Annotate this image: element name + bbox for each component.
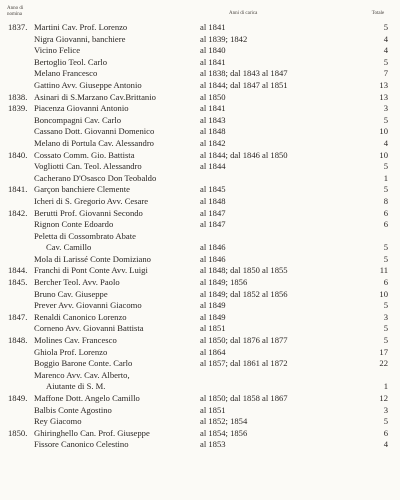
row-total: 4 <box>383 137 388 148</box>
table-row <box>0 184 400 196</box>
row-total: 5 <box>383 416 388 427</box>
row-name: Melano Francesco <box>34 68 98 79</box>
table-row <box>0 428 400 440</box>
row-name: Gattino Avv. Giuseppe Antonio <box>34 79 142 90</box>
table-row <box>0 196 400 208</box>
row-years: al 1841 <box>200 103 226 114</box>
members-table <box>0 22 400 451</box>
row-name: Melano di Portula Cav. Alessandro <box>34 137 154 148</box>
row-years: al 1849 <box>200 311 226 322</box>
table-row <box>0 416 400 428</box>
row-name: Mola di Larissé Conte Domiziano <box>34 253 151 264</box>
row-years: al 1849; dal 1852 al 1856 <box>200 288 288 299</box>
row-name: Asinari di S.Marzano Cav.Brittanio <box>34 91 156 102</box>
row-name: Nigra Giovanni, banchiere <box>34 33 126 44</box>
row-name: Franchi di Pont Conte Avv. Luigi <box>34 265 148 276</box>
row-years: al 1850; dal 1858 al 1867 <box>200 393 288 403</box>
row-name: Bertoglio Teol. Carlo <box>34 56 107 67</box>
row-total: 5 <box>383 300 388 311</box>
row-years: al 1846 <box>200 253 226 264</box>
row-total: 7 <box>383 68 388 79</box>
row-years: al 1851 <box>200 323 226 334</box>
table-row <box>0 68 400 80</box>
row-total: 5 <box>383 184 388 195</box>
row-years: al 1842 <box>200 137 226 148</box>
table-row <box>0 57 400 69</box>
row-year: 1838. <box>8 91 28 102</box>
row-name: Aiutante di S. M. <box>46 381 106 392</box>
row-name: Ghiringhello Can. Prof. Giuseppe <box>34 427 150 438</box>
row-years: al 1849 <box>200 300 226 311</box>
row-total: 6 <box>383 277 388 288</box>
table-row <box>0 300 400 312</box>
row-name: Piacenza Giovanni Antonio <box>34 103 129 114</box>
table-row <box>0 358 400 370</box>
row-total: 10 <box>379 149 388 160</box>
row-years: al 1839; 1842 <box>200 33 248 44</box>
row-name: Martini Cav. Prof. Lorenzo <box>34 22 128 32</box>
row-name: Peletta di Cossombrato Abate <box>34 230 136 241</box>
row-total: 1 <box>383 172 388 183</box>
row-years: al 1864 <box>200 346 226 357</box>
row-name: Rignon Conte Edoardo <box>34 219 114 230</box>
row-total: 6 <box>383 207 388 218</box>
row-year: 1850. <box>8 427 28 438</box>
row-years: al 1840 <box>200 45 226 56</box>
row-years: al 1849; 1856 <box>200 277 248 288</box>
row-name: Boncompagni Cav. Carlo <box>34 114 122 125</box>
row-name: Bruno Cav. Giuseppe <box>34 288 108 299</box>
row-total: 12 <box>379 393 388 403</box>
row-name: Vogliotti Can. Teol. Alessandro <box>34 161 142 172</box>
row-total: 6 <box>383 219 388 230</box>
table-row <box>0 80 400 92</box>
table-row <box>0 335 400 347</box>
row-years: al 1850 <box>200 91 226 102</box>
table-row <box>0 126 400 138</box>
row-years: al 1857; dal 1861 al 1872 <box>200 358 288 369</box>
row-year: 1837. <box>8 22 28 32</box>
row-years: al 1852; 1854 <box>200 416 248 427</box>
row-name: Bercher Teol. Avv. Paolo <box>34 277 120 288</box>
row-total: 4 <box>383 45 388 56</box>
row-total: 3 <box>383 404 388 415</box>
row-year: 1839. <box>8 103 28 114</box>
row-years: al 1854; 1856 <box>200 427 248 438</box>
row-name: Balbis Conte Agostino <box>34 404 112 415</box>
row-name: Prever Avv. Giovanni Giacomo <box>34 300 142 311</box>
row-years: al 1848 <box>200 195 226 206</box>
row-total: 13 <box>379 91 388 102</box>
row-years: al 1846 <box>200 242 226 253</box>
table-row <box>0 92 400 104</box>
row-years: al 1841 <box>200 56 226 67</box>
table-row <box>0 289 400 301</box>
row-total: 10 <box>379 126 388 137</box>
row-years: al 1844 <box>200 161 226 172</box>
table-row <box>0 312 400 324</box>
row-total: 5 <box>383 114 388 125</box>
row-total: 4 <box>383 33 388 44</box>
row-total: 1 <box>383 381 388 392</box>
table-row <box>0 370 400 382</box>
row-years: al 1843 <box>200 114 226 125</box>
row-total: 3 <box>383 311 388 322</box>
row-year: 1840. <box>8 149 28 160</box>
row-name: Renaldi Canonico Lorenzo <box>34 311 127 322</box>
row-year: 1842. <box>8 207 28 218</box>
row-year: 1849. <box>8 393 28 403</box>
table-row <box>0 254 400 266</box>
row-name: Rey Giacomo <box>34 416 82 427</box>
table-row <box>0 138 400 150</box>
table-row <box>0 161 400 173</box>
table-row <box>0 323 400 335</box>
table-row <box>0 231 400 243</box>
row-years: al 1847 <box>200 207 226 218</box>
header-year: Anno di nomina <box>7 6 24 17</box>
row-total: 10 <box>379 288 388 299</box>
row-years: al 1844; dal 1846 al 1850 <box>200 149 288 160</box>
row-total: 5 <box>383 56 388 67</box>
row-years: al 1845 <box>200 184 226 195</box>
table-row <box>0 242 400 254</box>
table-row <box>0 381 400 393</box>
row-total: 3 <box>383 103 388 114</box>
table-row <box>0 265 400 277</box>
table-row <box>0 208 400 220</box>
row-name: Fissore Canonico Celestino <box>34 439 129 450</box>
row-years: al 1850; dal 1876 al 1877 <box>200 335 288 346</box>
row-years: al 1848 <box>200 126 226 137</box>
table-row <box>0 22 400 34</box>
row-total: 5 <box>383 323 388 334</box>
row-years: al 1853 <box>200 439 226 450</box>
row-total: 5 <box>383 253 388 264</box>
row-total: 11 <box>379 265 388 276</box>
row-name: Ghiola Prof. Lorenzo <box>34 346 108 357</box>
row-name: Icheri di S. Gregorio Avv. Cesare <box>34 195 149 206</box>
row-year: 1845. <box>8 277 28 288</box>
row-total: 5 <box>383 22 388 32</box>
row-name: Cav. Camillo <box>46 242 92 253</box>
row-total: 5 <box>383 161 388 172</box>
table-row <box>0 347 400 359</box>
row-total: 8 <box>383 195 388 206</box>
header-years: Anni di carica <box>229 11 258 16</box>
table-row <box>0 45 400 57</box>
row-total: 5 <box>383 335 388 346</box>
row-name: Marenco Avv. Cav. Alberto, <box>34 369 130 380</box>
table-row <box>0 277 400 289</box>
row-name: Vicino Felice <box>34 45 81 56</box>
row-years: al 1838; dal 1843 al 1847 <box>200 68 288 79</box>
row-total: 4 <box>383 439 388 450</box>
row-year: 1844. <box>8 265 28 276</box>
row-name: Garçon banchiere Clemente <box>34 184 130 195</box>
row-year: 1848. <box>8 335 28 346</box>
row-years: al 1848; dal 1850 al 1855 <box>200 265 288 276</box>
row-years: al 1851 <box>200 404 226 415</box>
row-name: Cassano Dott. Giovanni Domenico <box>34 126 155 137</box>
row-name: Cacherano D'Osasco Don Teobaldo <box>34 172 157 183</box>
table-row <box>0 393 400 405</box>
table-row <box>0 439 400 451</box>
table-row <box>0 219 400 231</box>
row-name: Corneno Avv. Giovanni Battista <box>34 323 144 334</box>
table-row <box>0 405 400 417</box>
table-row <box>0 150 400 162</box>
table-header <box>0 0 400 22</box>
row-name: Cossato Comm. Gio. Battista <box>34 149 135 160</box>
row-name: Berutti Prof. Giovanni Secondo <box>34 207 143 218</box>
table-row <box>0 173 400 185</box>
row-total: 22 <box>379 358 388 369</box>
row-years: al 1844; dal 1847 al 1851 <box>200 79 288 90</box>
row-years: al 1847 <box>200 219 226 230</box>
row-years: al 1841 <box>200 22 226 32</box>
header-total: Totale <box>371 11 385 16</box>
table-row <box>0 103 400 115</box>
row-total: 5 <box>383 242 388 253</box>
table-row <box>0 115 400 127</box>
row-total: 13 <box>379 79 388 90</box>
row-name: Molines Cav. Francesco <box>34 335 117 346</box>
row-name: Maffone Dott. Angelo Camillo <box>34 393 140 403</box>
row-year: 1841. <box>8 184 28 195</box>
row-total: 6 <box>383 427 388 438</box>
row-name: Boggio Barone Conte. Carlo <box>34 358 133 369</box>
row-total: 17 <box>379 346 388 357</box>
row-year: 1847. <box>8 311 28 322</box>
table-row <box>0 34 400 46</box>
